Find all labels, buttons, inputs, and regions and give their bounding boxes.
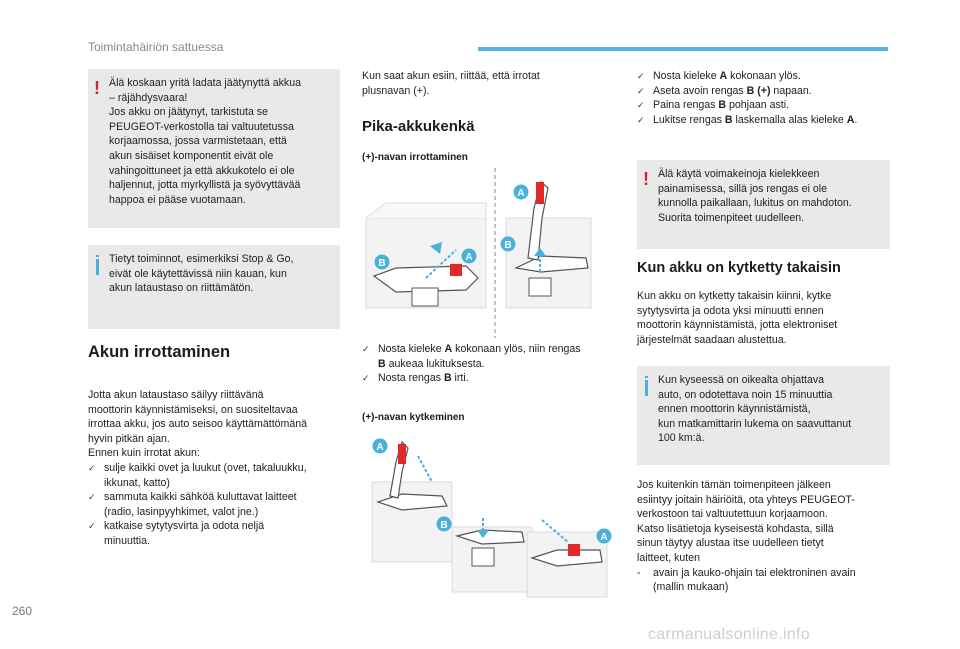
warning-line: korjaamossa, jossa varmistetaan, että xyxy=(109,135,287,148)
list-item: ✓ Nosta kieleke A kokonaan ylös. xyxy=(637,69,897,84)
info-line: Kun kyseessä on oikealta ohjattava xyxy=(658,374,825,386)
list-item: ✓ Nosta kieleke A kokonaan ylös, niin rengas B aukeaa lukituksesta. xyxy=(362,342,632,371)
heading-quick-clamp: Pika-akkukenkä xyxy=(362,118,475,135)
intro-line: hyvin pitkän ajan. xyxy=(88,432,170,445)
warning-line: Suorita toimenpiteet uudelleen. xyxy=(658,211,805,224)
list-item: - avain ja kauko-ohjain tai elektroninen avain (mallin mukaan) xyxy=(637,566,902,595)
info-line: Tietyt toiminnot, esimerkiksi Stop & Go, xyxy=(109,253,294,265)
info-line: 100 km:ä. xyxy=(658,432,705,445)
warning-box-frozen-battery xyxy=(88,69,340,228)
intro-line: Kun saat akun esiin, riittää, että irrotat xyxy=(362,70,540,82)
warning-icon: ! xyxy=(94,78,100,98)
warning-line: Älä käytä voimakeinoja kielekkeen xyxy=(658,168,820,180)
para-line: Kun akku on kytketty takaisin kiinni, kytke xyxy=(637,290,832,302)
label-a: A xyxy=(376,442,384,453)
label-a: A xyxy=(465,252,473,263)
info-box-stop-go xyxy=(88,245,340,329)
para-line: Jos kuitenkin tämän toimenpiteen jälkeen xyxy=(637,479,831,491)
info-icon xyxy=(645,380,648,396)
info-line: akun lataustaso on riittämätön. xyxy=(109,282,254,295)
para-line: esiintyy joitain häiriöitä, ota yhteys PEUGEOT- xyxy=(637,493,855,506)
subheading-connect: (+)-navan kytkeminen xyxy=(362,412,465,423)
list-item: ✓ katkaise sytytysvirta ja odota neljä minuuttia. xyxy=(88,519,348,548)
list-item: ✓ Lukitse rengas B laskemalla alas kieleke A. xyxy=(637,113,897,128)
intro-line: Ennen kuin irrotat akun: xyxy=(88,447,200,460)
info-line: kun matkamittarin lukema on saavuttanut xyxy=(658,417,852,430)
warning-line: vahingoittuneet ja että akkukotelo ei ole xyxy=(109,164,295,177)
para-line: Katso lisätietoja kyseisestä kohdasta, sillä xyxy=(637,522,834,535)
list-item: ✓ sulje kaikki ovet ja luukut (ovet, takaluukku, ikkunat, katto) xyxy=(88,461,348,490)
para-line: sytytysvirta ja odota yksi minuutti ennen xyxy=(637,304,824,317)
para-line: moottorin käynnistämistä, jotta elektroniset xyxy=(637,319,838,332)
info-line: eivät ole käytettävissä niin kauan, kun xyxy=(109,267,287,280)
para-line: laitteet, kuten xyxy=(637,551,701,564)
warning-line: happoa ei pääse vuotamaan. xyxy=(109,193,246,206)
warning-line: kunnolla paikallaan, lukitus on mahdoton. xyxy=(658,197,852,210)
subheading-disconnect: (+)-navan irrottaminen xyxy=(362,152,468,163)
label-b: B xyxy=(504,240,512,251)
warning-box-no-force xyxy=(637,160,890,249)
intro-line: plusnavan (+). xyxy=(362,84,430,97)
list-item: ✓ Aseta avoin rengas B (+) napaan. xyxy=(637,84,897,99)
heading-battery-disconnect: Akun irrottaminen xyxy=(88,343,231,361)
figure-connect-terminal xyxy=(362,432,612,604)
label-b: B xyxy=(440,520,448,531)
para-line: verkostoon tai valtuutettuun korjaamoon. xyxy=(637,508,828,521)
intro-line: Jotta akun lataustaso säilyy riittävänä xyxy=(88,389,264,401)
warning-line: PEUGEOT-verkostolla tai valtuutetussa xyxy=(109,120,294,133)
warning-line: – räjähdysvaara! xyxy=(109,91,188,104)
figure-disconnect-terminal xyxy=(356,168,596,338)
heading-after-reconnect: Kun akku on kytketty takaisin xyxy=(637,260,841,276)
info-box-right-hand-drive xyxy=(637,366,890,465)
list-item: ✓ Nosta rengas B irti. xyxy=(362,371,632,386)
list-item: ✓ sammuta kaikki sähköä kuluttavat laitteet (radio, lasinpyyhkimet, valot jne.) xyxy=(88,490,348,519)
list-item: ✓ Paina rengas B pohjaan asti. xyxy=(637,98,897,113)
warning-line: Jos akku on jäätynyt, tarkistuta se xyxy=(109,106,268,119)
warning-icon: ! xyxy=(643,169,649,189)
section-header: Toimintahäiriön sattuessa xyxy=(88,40,224,54)
warning-line: akun sisäiset komponentit eivät ole xyxy=(109,149,274,162)
intro-line: irrottaa akku, jos auto seisoo käyttämättömänä xyxy=(88,418,308,431)
info-line: ennen moottorin käynnistämistä, xyxy=(658,403,811,416)
label-a: A xyxy=(600,532,608,543)
warning-line: painamisessa, sillä jos rengas ei ole xyxy=(658,182,827,195)
intro-line: moottorin käynnistämiseksi, on suositeltavaa xyxy=(88,403,298,416)
para-line: järjestelmät saadaan alustettua. xyxy=(637,333,787,346)
watermark: carmanualsonline.info xyxy=(648,626,810,643)
label-b: B xyxy=(378,258,386,269)
label-a: A xyxy=(517,188,525,199)
page-number: 260 xyxy=(12,604,33,618)
warning-line: Älä koskaan yritä ladata jäätynyttä akkua xyxy=(109,77,301,89)
header-accent-bar xyxy=(478,47,888,51)
info-line: auto, on odotettava noin 15 minuuttia xyxy=(658,388,833,401)
info-icon xyxy=(96,259,99,275)
para-line: sinun täytyy alustaa itse uudelleen tietyt xyxy=(637,537,824,550)
warning-line: haljennut, jotta myrkyllistä ja syövyttävää xyxy=(109,179,301,192)
